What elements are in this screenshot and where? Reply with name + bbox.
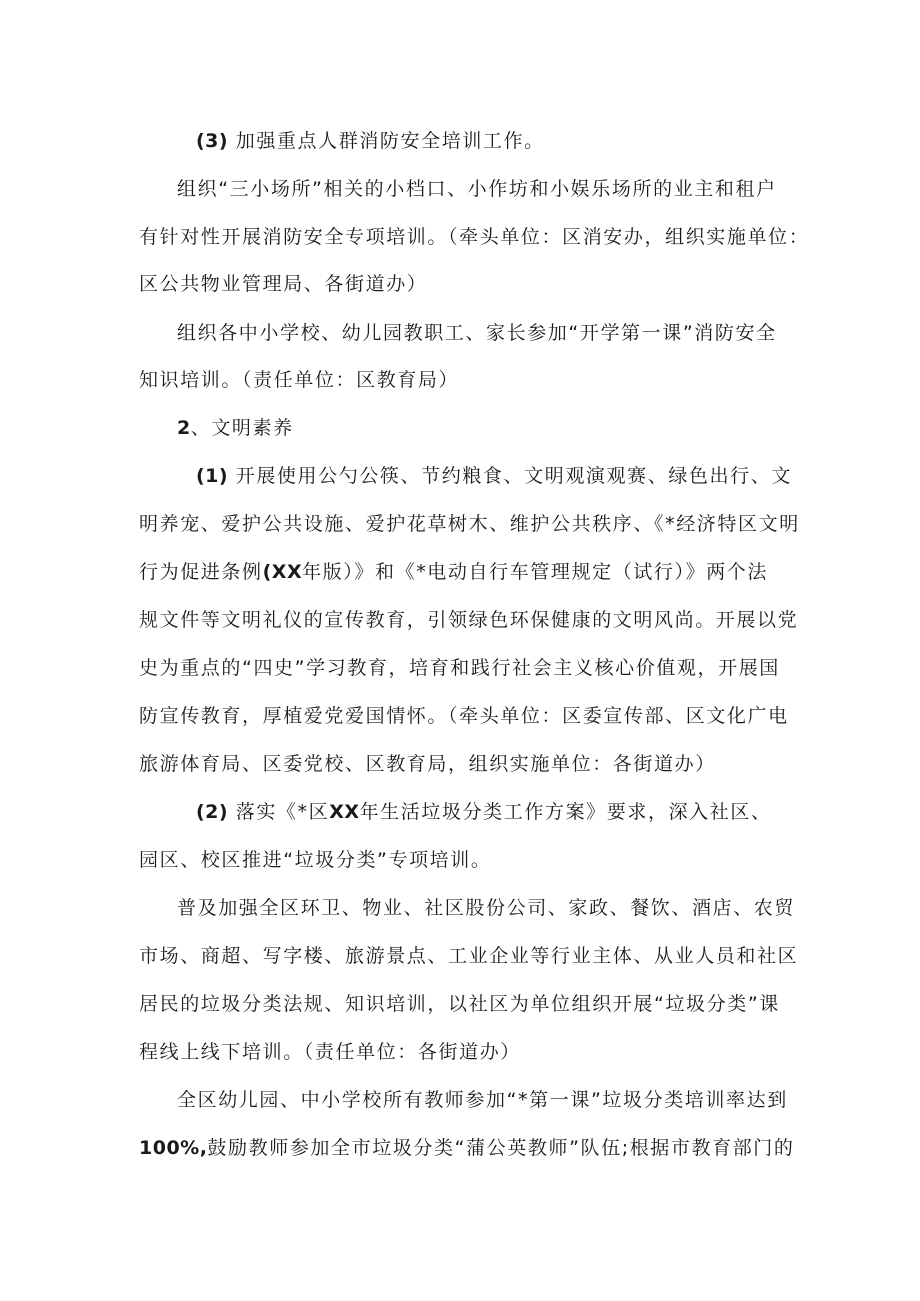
text-line: 程线上线下培训。（责任单位：各街道办）: [139, 1041, 521, 1063]
text-line: 区公共物业管理局、各街道办）: [139, 273, 428, 295]
text-line: 规文件等文明礼仪的宣传教育，引领绿色环保健康的文明风尚。开展以党: [139, 609, 799, 631]
text-line: 居民的垃圾分类法规、知识培训，以社区为单位组织开展“垃圾分类”课: [139, 993, 780, 1015]
text-line: 园区、校区推进“垃圾分类”专项培训。: [139, 849, 492, 871]
item-text: 开展使用公勺公筷、节约粮食、文明观演观赛、绿色出行、文: [235, 465, 792, 487]
text-line: [196, 797, 772, 827]
text-line: 旅游体育局、区委党校、区教育局，组织实施单位：各街道办）: [139, 753, 716, 775]
text-line: 市场、商超、写字楼、旅游景点、工业企业等行业主体、从业人员和社区: [139, 945, 799, 967]
text-line: 明养宠、爱护公共设施、爱护花草树木、维护公共秩序、《*经济特区文明: [139, 513, 800, 535]
item-number: (2): [196, 801, 229, 823]
text-span-bold: XX: [329, 801, 360, 823]
text-line: 史为重点的“四史”学习教育，培育和践行社会主义核心价值观，开展国: [139, 657, 780, 679]
text-line: 组织各中小学校、幼儿园教职工、家长参加“开学第一课”消防安全: [177, 322, 777, 344]
text-line: 全区幼儿园、中小学校所有教师参加“*第一课”垃圾分类培训率达到: [177, 1089, 788, 1111]
text-line: [139, 1133, 795, 1163]
text-line: 知识培训。（责任单位：区教育局）: [139, 369, 460, 391]
item-number: (3): [196, 130, 229, 152]
text-span: 年生活垃圾分类工作方案》要求，深入社区、: [359, 801, 772, 823]
text-span-bold: (XX: [262, 561, 303, 583]
text-span: 年版）》和《*电动自行车管理规定（试行）》两个法: [302, 561, 768, 583]
text-span: 落实《*区: [235, 801, 330, 823]
section-heading: [177, 413, 294, 443]
text-line: 防宣传教育，厚植爱党爱国情怀。（牵头单位：区委宣传部、区文化广电: [139, 705, 789, 727]
text-span: 行为促进条例: [139, 561, 263, 583]
text-line: [196, 461, 792, 491]
text-span: 鼓励教师参加全市垃圾分类“蒲公英教师”队伍;根据市教育部门的: [207, 1137, 795, 1159]
section-title: 、文明素养: [190, 417, 294, 439]
text-line: [139, 557, 768, 587]
text-line: 普及加强全区环卫、物业、社区股份公司、家政、餐饮、酒店、农贸: [177, 897, 796, 919]
item-number: (1): [196, 465, 229, 487]
section-number: 2: [177, 417, 191, 439]
text-line: 组织“三小场所”相关的小档口、小作坊和小娱乐场所的业主和租户: [177, 178, 777, 200]
item-text: 加强重点人群消防安全培训工作。: [235, 130, 545, 152]
paragraph-3-heading: [196, 126, 545, 156]
text-span-bold: 100%,: [139, 1137, 208, 1159]
text-line: 有针对性开展消防安全专项培训。（牵头单位：区消安办，组织实施单位：: [139, 226, 810, 248]
